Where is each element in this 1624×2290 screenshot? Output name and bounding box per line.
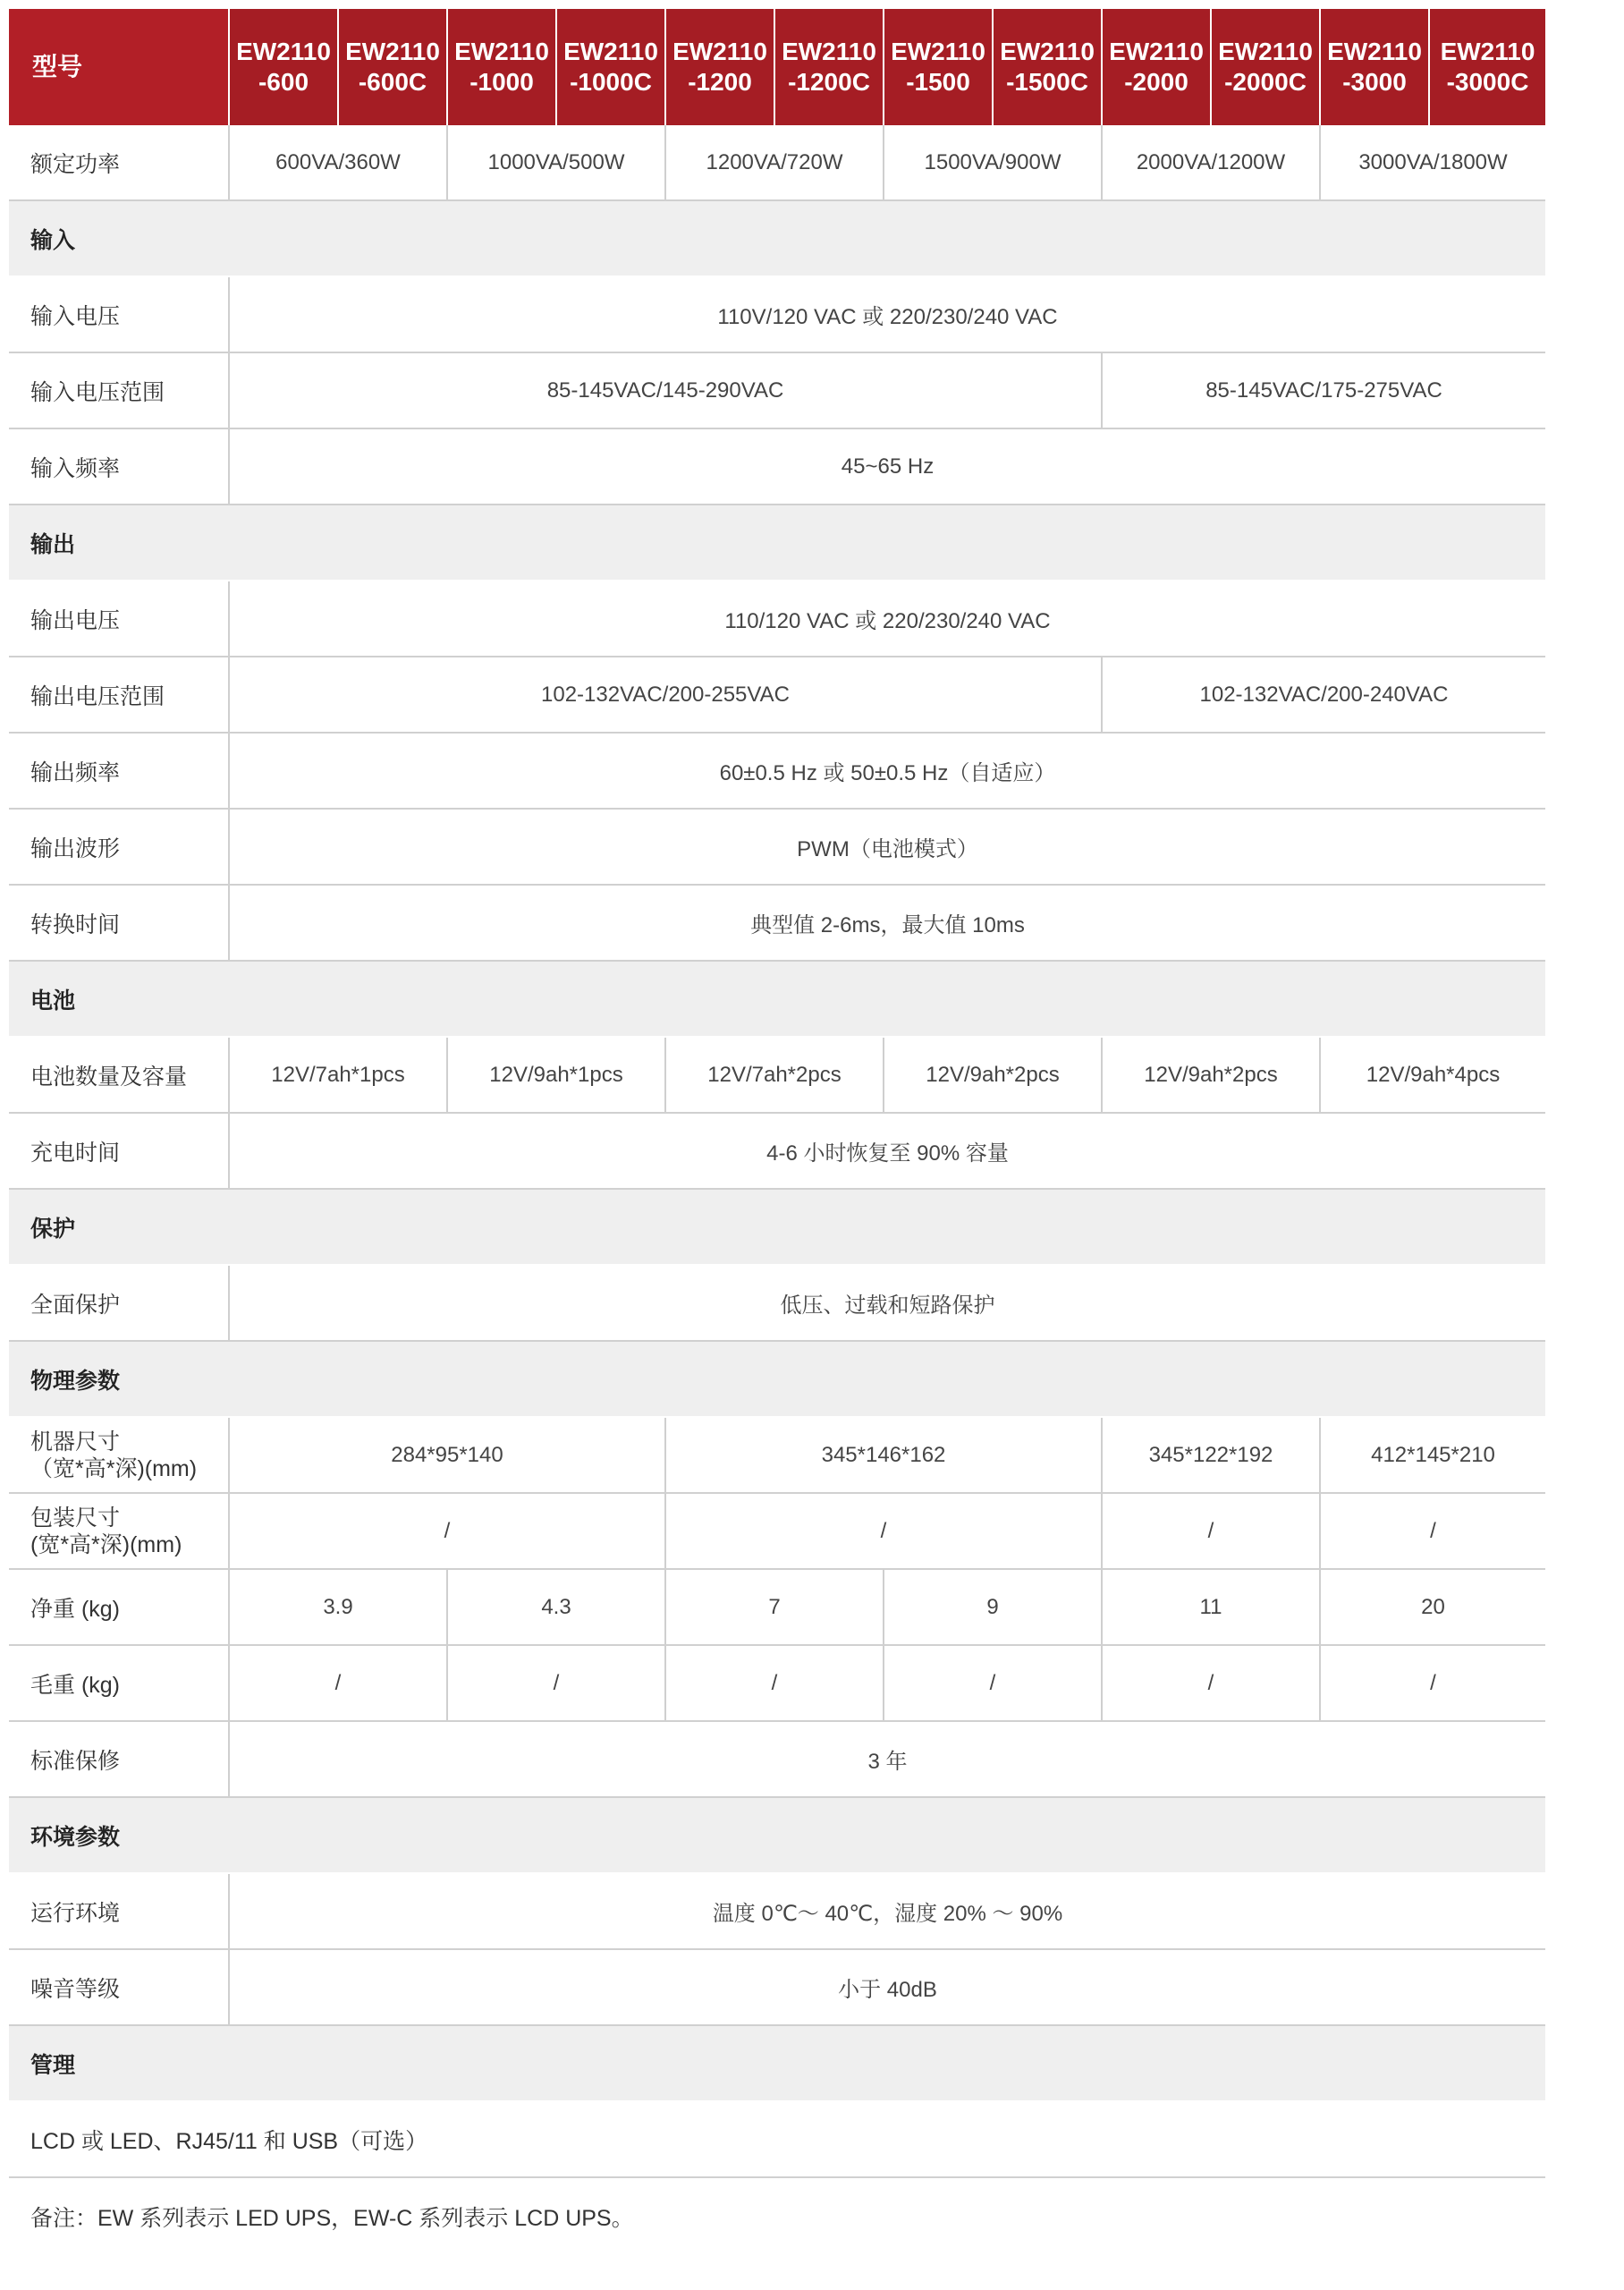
gross-weight-row bbox=[9, 1645, 1545, 1721]
cell: 1200VA/720W bbox=[665, 125, 884, 200]
unit-size-row bbox=[9, 1417, 1545, 1493]
cell: 4-6 小时恢复至 90% 容量 bbox=[229, 1113, 1545, 1189]
model-header: EW2110 -1000C bbox=[556, 9, 665, 125]
full-protection-row bbox=[9, 1265, 1545, 1341]
cell: 85-145VAC/145-290VAC bbox=[229, 352, 1102, 428]
section-input bbox=[9, 200, 1545, 276]
management-row bbox=[9, 2101, 1545, 2177]
cell: 12V/7ah*2pcs bbox=[665, 1037, 884, 1113]
cell: 3.9 bbox=[229, 1569, 447, 1645]
cell: 85-145VAC/175-275VAC bbox=[1102, 352, 1545, 428]
transfer-time-row bbox=[9, 885, 1545, 961]
cell: 典型值 2-6ms，最大值 10ms bbox=[229, 885, 1545, 961]
row-label: 电池数量及容量 bbox=[9, 1037, 229, 1113]
row-label: 输出波形 bbox=[9, 809, 229, 885]
cell: 4.3 bbox=[447, 1569, 665, 1645]
cell: 3 年 bbox=[229, 1721, 1545, 1797]
model-header: EW2110 -1000 bbox=[447, 9, 556, 125]
row-label: 净重 (kg) bbox=[9, 1569, 229, 1645]
row-label: 输入电压范围 bbox=[9, 352, 229, 428]
cell: / bbox=[229, 1645, 447, 1721]
cell: 低压、过载和短路保护 bbox=[229, 1265, 1545, 1341]
cell: 9 bbox=[884, 1569, 1102, 1645]
cell: 2000VA/1200W bbox=[1102, 125, 1320, 200]
row-label: 全面保护 bbox=[9, 1265, 229, 1341]
cell: 1500VA/900W bbox=[884, 125, 1102, 200]
model-header: EW2110 -2000 bbox=[1102, 9, 1211, 125]
model-header: EW2110 -600C bbox=[338, 9, 447, 125]
section-title: 电池 bbox=[9, 961, 1545, 1037]
section-physical bbox=[9, 1341, 1545, 1417]
input-frequency-row bbox=[9, 428, 1545, 505]
warranty-row bbox=[9, 1721, 1545, 1797]
cell: 102-132VAC/200-240VAC bbox=[1102, 657, 1545, 733]
row-label: 标准保修 bbox=[9, 1721, 229, 1797]
cell: 102-132VAC/200-255VAC bbox=[229, 657, 1102, 733]
spec-table bbox=[9, 9, 1545, 2255]
cell: / bbox=[1102, 1493, 1320, 1569]
section-environment bbox=[9, 1797, 1545, 1873]
model-header: EW2110 -3000 bbox=[1320, 9, 1429, 125]
cell: / bbox=[1320, 1493, 1545, 1569]
cell: 20 bbox=[1320, 1569, 1545, 1645]
section-title: 保护 bbox=[9, 1189, 1545, 1265]
cell: 60±0.5 Hz 或 50±0.5 Hz（自适应） bbox=[229, 733, 1545, 809]
cell: 600VA/360W bbox=[229, 125, 447, 200]
row-label: 噪音等级 bbox=[9, 1949, 229, 2025]
charge-time-row bbox=[9, 1113, 1545, 1189]
model-label: 型号 bbox=[9, 9, 229, 125]
cell: 345*146*162 bbox=[665, 1417, 1102, 1493]
section-title: 输出 bbox=[9, 505, 1545, 581]
note-row bbox=[9, 2177, 1545, 2255]
cell: 12V/9ah*2pcs bbox=[884, 1037, 1102, 1113]
model-header: EW2110 -600 bbox=[229, 9, 338, 125]
cell: 11 bbox=[1102, 1569, 1320, 1645]
header-row bbox=[9, 9, 1545, 125]
row-label: 输出电压 bbox=[9, 581, 229, 657]
output-voltage-range-row bbox=[9, 657, 1545, 733]
noise-row bbox=[9, 1949, 1545, 2025]
net-weight-row bbox=[9, 1569, 1545, 1645]
row-label: 毛重 (kg) bbox=[9, 1645, 229, 1721]
input-voltage-row bbox=[9, 276, 1545, 352]
output-waveform-row bbox=[9, 809, 1545, 885]
row-label: 转换时间 bbox=[9, 885, 229, 961]
cell: 284*95*140 bbox=[229, 1417, 665, 1493]
cell: / bbox=[665, 1493, 1102, 1569]
cell: / bbox=[665, 1645, 884, 1721]
operating-env-row bbox=[9, 1873, 1545, 1949]
row-label: 输入电压 bbox=[9, 276, 229, 352]
cell: 12V/7ah*1pcs bbox=[229, 1037, 447, 1113]
cell: 12V/9ah*1pcs bbox=[447, 1037, 665, 1113]
cell: 12V/9ah*2pcs bbox=[1102, 1037, 1320, 1113]
section-title: 环境参数 bbox=[9, 1797, 1545, 1873]
row-label: 输入频率 bbox=[9, 428, 229, 505]
model-header: EW2110 -1500C bbox=[993, 9, 1102, 125]
row-label: 机器尺寸 （宽*高*深)(mm) bbox=[9, 1417, 229, 1493]
cell: / bbox=[1320, 1645, 1545, 1721]
cell: 110/120 VAC 或 220/230/240 VAC bbox=[229, 581, 1545, 657]
output-voltage-row bbox=[9, 581, 1545, 657]
model-header: EW2110 -1500 bbox=[884, 9, 993, 125]
cell: / bbox=[1102, 1645, 1320, 1721]
cell: 45~65 Hz bbox=[229, 428, 1545, 505]
cell: 345*122*192 bbox=[1102, 1417, 1320, 1493]
section-output bbox=[9, 505, 1545, 581]
row-label: 运行环境 bbox=[9, 1873, 229, 1949]
footnote: 备注：EW 系列表示 LED UPS，EW-C 系列表示 LCD UPS。 bbox=[30, 2206, 634, 2231]
cell: 3000VA/1800W bbox=[1320, 125, 1545, 200]
cell: 7 bbox=[665, 1569, 884, 1645]
cell: 110V/120 VAC 或 220/230/240 VAC bbox=[229, 276, 1545, 352]
section-management bbox=[9, 2025, 1545, 2101]
section-title: 物理参数 bbox=[9, 1341, 1545, 1417]
section-battery bbox=[9, 961, 1545, 1037]
cell: 412*145*210 bbox=[1320, 1417, 1545, 1493]
row-label: 输出频率 bbox=[9, 733, 229, 809]
section-protection bbox=[9, 1189, 1545, 1265]
model-header: EW2110 -2000C bbox=[1211, 9, 1320, 125]
cell: PWM（电池模式） bbox=[229, 809, 1545, 885]
cell: / bbox=[447, 1645, 665, 1721]
cell: 1000VA/500W bbox=[447, 125, 665, 200]
cell: 温度 0℃～ 40℃，湿度 20% ～ 90% bbox=[229, 1873, 1545, 1949]
package-size-row bbox=[9, 1493, 1545, 1569]
cell: 小于 40dB bbox=[229, 1949, 1545, 2025]
output-frequency-row bbox=[9, 733, 1545, 809]
model-header: EW2110 -1200 bbox=[665, 9, 774, 125]
model-header: EW2110 -1200C bbox=[774, 9, 884, 125]
management-value: LCD 或 LED、RJ45/11 和 USB（可选） bbox=[9, 2101, 1545, 2177]
section-title: 输入 bbox=[9, 200, 1545, 276]
input-voltage-range-row bbox=[9, 352, 1545, 428]
row-label: 额定功率 bbox=[9, 125, 229, 200]
row-label: 包装尺寸 (宽*高*深)(mm) bbox=[9, 1493, 229, 1569]
section-title: 管理 bbox=[9, 2025, 1545, 2101]
cell: / bbox=[884, 1645, 1102, 1721]
cell: / bbox=[229, 1493, 665, 1569]
rated-power-row bbox=[9, 125, 1545, 200]
row-label: 充电时间 bbox=[9, 1113, 229, 1189]
battery-capacity-row bbox=[9, 1037, 1545, 1113]
row-label: 输出电压范围 bbox=[9, 657, 229, 733]
model-header: EW2110 -3000C bbox=[1429, 9, 1545, 125]
cell: 12V/9ah*4pcs bbox=[1320, 1037, 1545, 1113]
